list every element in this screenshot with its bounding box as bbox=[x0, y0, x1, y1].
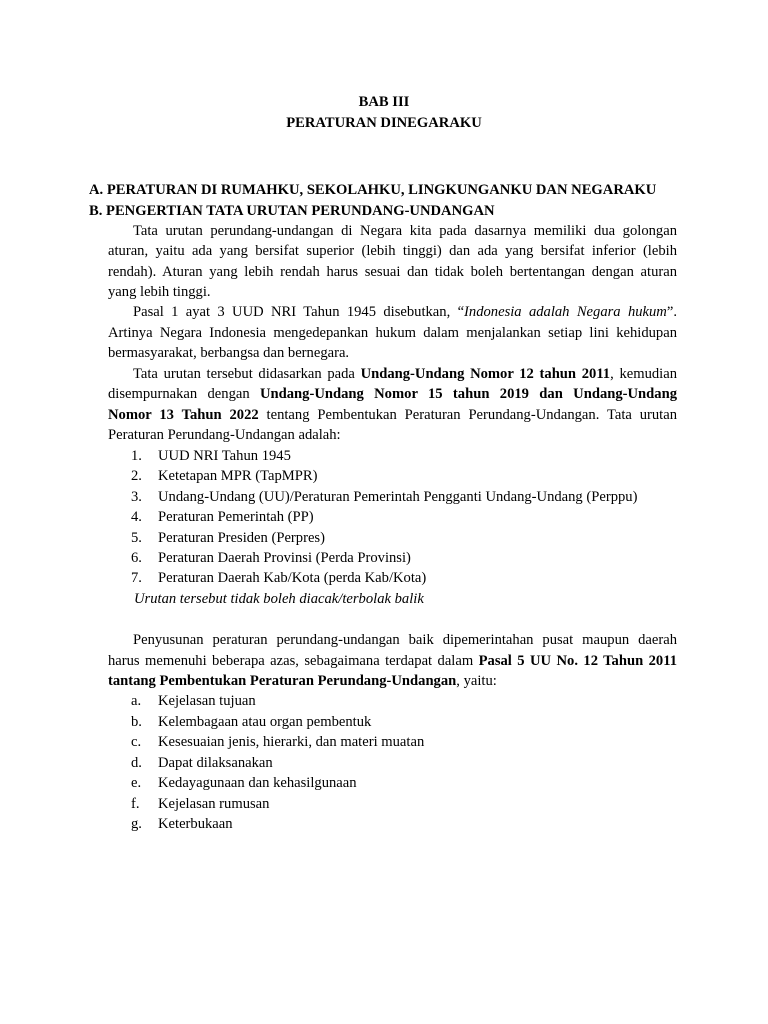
list-item: Undang-Undang (UU)/Peraturan Pemerintah Pengganti Undang-Undang (Perppu) bbox=[158, 489, 638, 505]
list-marker: 6. bbox=[131, 550, 142, 566]
chapter-title: PERATURAN DINEGARAKU bbox=[286, 115, 482, 131]
list-item: Kesesuaian jenis, hierarki, dan materi muatan bbox=[158, 734, 425, 750]
para4-line3: tantang Pembentukan Peraturan Perundang-Undangan, yaitu: bbox=[108, 673, 497, 689]
para4-line2: harus memenuhi beberapa azas, sebagaimana terdapat dalam Pasal 5 UU No. 12 Tahun 2011 bbox=[108, 653, 677, 669]
list-item: Peraturan Pemerintah (PP) bbox=[158, 509, 314, 525]
list-marker: 3. bbox=[131, 489, 142, 505]
para3-line1: Tata urutan tersebut didasarkan pada Undang-Undang Nomor 12 tahun 2011, kemudian bbox=[133, 366, 677, 382]
para3-line4: Peraturan Perundang-Undangan adalah: bbox=[108, 427, 341, 443]
law-reference-pasal5: Pasal 5 UU No. 12 Tahun 2011 bbox=[478, 653, 677, 669]
para3-line3: Nomor 13 Tahun 2022 tentang Pembentukan Peraturan Perundang-Undangan. Tata urutan bbox=[108, 407, 677, 423]
order-note: Urutan tersebut tidak boleh diacak/terbolak balik bbox=[134, 591, 424, 607]
list-marker: f. bbox=[131, 796, 140, 812]
list-item: Kelembagaan atau organ pembentuk bbox=[158, 714, 372, 730]
list-item: Kejelasan rumusan bbox=[158, 796, 270, 812]
list-item: Peraturan Presiden (Perpres) bbox=[158, 530, 325, 546]
para2-line1: Pasal 1 ayat 3 UUD NRI Tahun 1945 disebutkan, “Indonesia adalah Negara hukum”. bbox=[133, 304, 677, 320]
list-marker: 7. bbox=[131, 570, 142, 586]
list-item: Kedayagunaan dan kehasilgunaan bbox=[158, 775, 357, 791]
section-heading-a: A. PERATURAN DI RUMAHKU, SEKOLAHKU, LINGKUNGANKU DAN NEGARAKU bbox=[89, 182, 657, 198]
list-item: Dapat dilaksanakan bbox=[158, 755, 273, 771]
list-item: Ketetapan MPR (TapMPR) bbox=[158, 468, 318, 484]
para1-line4: yang lebih tinggi. bbox=[108, 284, 211, 300]
para2-line2: Artinya Negara Indonesia mengedepankan hukum dalam menjalankan setiap lini kehidupan bbox=[108, 325, 677, 341]
quote-italic: Indonesia adalah Negara hukum bbox=[464, 304, 667, 320]
list-marker: 4. bbox=[131, 509, 142, 525]
list-marker: c. bbox=[131, 734, 142, 750]
list-marker: d. bbox=[131, 755, 142, 771]
chapter-number: BAB III bbox=[358, 94, 410, 110]
para4-line1: Penyusunan peraturan perundang-undangan baik dipemerintahan pusat maupun daerah bbox=[133, 632, 677, 648]
list-marker: 5. bbox=[131, 530, 142, 546]
list-item: Peraturan Daerah Kab/Kota (perda Kab/Kota) bbox=[158, 570, 427, 586]
law-title: tantang Pembentukan Peraturan Perundang-Undangan bbox=[108, 673, 457, 689]
list-marker: 1. bbox=[131, 448, 142, 464]
para3-line2: disempurnakan dengan Undang-Undang Nomor 15 tahun 2019 dan Undang-Undang bbox=[108, 386, 677, 402]
list-item: Kejelasan tujuan bbox=[158, 693, 256, 709]
law-reference-2022: Nomor 13 Tahun 2022 bbox=[108, 407, 259, 423]
list-item: Peraturan Daerah Provinsi (Perda Provinsi) bbox=[158, 550, 411, 566]
section-heading-b: B. PENGERTIAN TATA URUTAN PERUNDANG-UNDANGAN bbox=[89, 203, 495, 219]
list-item: Keterbukaan bbox=[158, 816, 233, 832]
list-marker: g. bbox=[131, 816, 142, 832]
law-reference-2019: Undang-Undang Nomor 15 tahun 2019 dan Undang-Undang bbox=[259, 386, 677, 402]
para2-line3: bermasyarakat, berbangsa dan bernegara. bbox=[108, 345, 350, 361]
list-item: UUD NRI Tahun 1945 bbox=[158, 448, 291, 464]
list-marker: a. bbox=[131, 693, 142, 709]
list-marker: b. bbox=[131, 714, 142, 730]
para1-line3: rendah). Aturan yang lebih rendah harus sesuai dan tidak boleh bertentangan dengan aturan bbox=[108, 264, 677, 280]
law-reference-2011: Undang-Undang Nomor 12 tahun 2011 bbox=[360, 366, 611, 382]
para1-line2: aturan, yaitu ada yang bersifat superior (lebih tinggi) dan ada yang bersifat inferior (lebih bbox=[108, 243, 677, 259]
list-marker: e. bbox=[131, 775, 142, 791]
para1-line1: Tata urutan perundang-undangan di Negara kita pada dasarnya memiliki dua golongan bbox=[133, 223, 677, 239]
list-marker: 2. bbox=[131, 468, 142, 484]
